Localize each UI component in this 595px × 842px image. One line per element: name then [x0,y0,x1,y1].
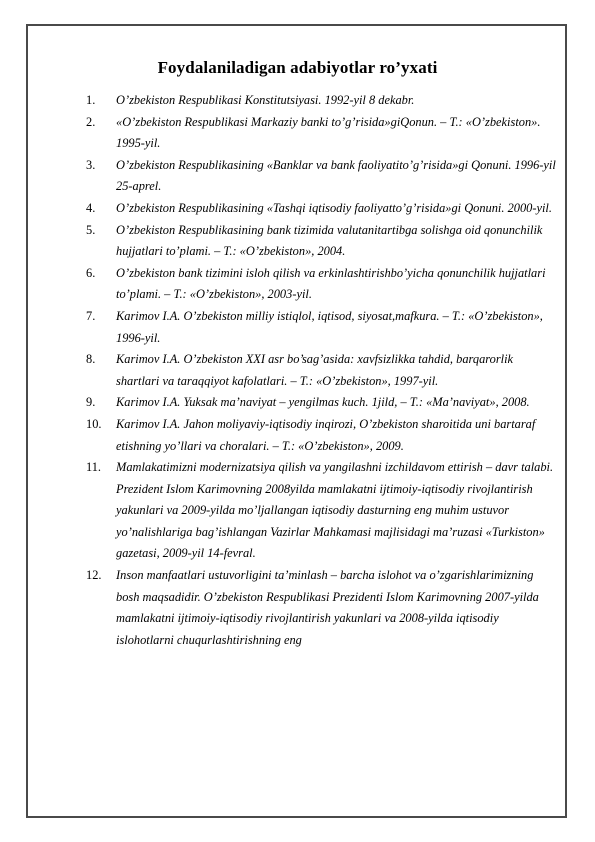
reference-item [86,306,556,349]
reference-item [86,198,556,220]
reference-text: O’zbekiston Respublikasining «Tashqi iqtisodiy faoliyatto’g’risida»gi Qonuni. 2000-yil. [116,200,552,215]
reference-number: 9. [86,395,96,410]
reference-item [86,392,556,414]
reference-number: 2. [86,114,96,129]
page-title: Foydalaniladigan adabiyotlar ro’yxati [157,58,438,77]
reference-number: 6. [86,265,96,280]
reference-number: 11. [86,460,102,475]
reference-text: Karimov I.A. O’zbekiston XXI asr bo’sag’asida: xavfsizlikka tahdid, barqarorlik shartlari va taraqqiyot kafolatlari. – T.: «O’zbekiston», 1997-yil. [116,352,514,388]
reference-text: O’zbekiston Respublikasi Konstitutsiyasi. 1992-yil 8 dekabr. [116,93,415,107]
reference-text: Karimov I.A. Jahon moliyaviy-iqtisodiy inqirozi, O’zbekiston sharoitida uni bartaraf etishning yo’llari va choralari. – T.: «O’zbekiston», 2009. [116,416,536,453]
reference-number: 3. [86,157,96,172]
reference-text: Karimov I.A. Yuksak ma’naviyat – yengilmas kuch. 1jild, – T.: «Ma’naviyat», 2008. [116,395,530,410]
reference-item [86,565,556,651]
reference-item [86,220,556,263]
reference-number: 8. [86,352,96,367]
reference-text: Karimov I.A. O’zbekiston milliy istiqlol, iqtisod, siyosat,mafkura. – T.: «O’zbekiston», 1996-yil. [116,308,543,345]
reference-text: O’zbekiston Respublikasining «Banklar va bank faoliyatito’g’risida»gi Qonuni. 1996-yil 25-aprel. [116,157,556,194]
reference-item [86,112,556,155]
reference-item [86,457,556,565]
reference-item [86,90,556,112]
reference-number: 1. [86,93,96,107]
reference-number: 10. [86,416,102,431]
reference-number: 4. [86,200,96,215]
reference-item [86,414,556,457]
reference-text: Mamlakatimizni modernizatsiya qilish va yangilashni izchildavom ettirish – davr talabi. Prezident Islom Karimovning 2008yilda mamlakatni ijtimoiy-iqtisodiy rivojlantirish yakunlari va 2009-yilda mo’ljallangan iqtisodiy dasturning eng muhim ustuvor yo’nalishlariga bag’ishlangan Vazirlar Mahkamasi majlisidagi ma’ruzasi «Turkiston» gazetasi, 2009-yil 14-fevral. [116,460,554,561]
reference-number: 7. [86,308,96,323]
reference-text: Inson manfaatlari ustuvorligini ta’minlash – barcha islohot va o’zgarishlarimizning bosh maqsadidir. O’zbekiston Respublikasi Prezidenti Islom Karimovning 2007-yilda mamlakatni ijtimoiy-iqtisodiy rivojlantirish yakunlari va 2008-yilda iqtisodiy islohotlarni chuqurlashtirishning eng [116,568,539,647]
reference-item [86,155,556,198]
reference-item [86,349,556,392]
reference-text: O’zbekiston Respublikasining bank tizimida valutanitartibga solishga oid qonunchilik hujjatlari to’plami. – T.: «O’zbekiston», 2004. [116,222,543,259]
reference-item [86,263,556,306]
reference-number: 12. [86,568,102,583]
reference-number: 5. [86,222,96,237]
reference-list [86,90,556,651]
reference-text: O’zbekiston bank tizimini isloh qilish va erkinlashtirishbo’yicha qonunchilik hujjatlari to’plami. – T.: «O’zbekiston», 2003-yil. [116,265,546,302]
reference-text: «O’zbekiston Respublikasi Markaziy banki to’g’risida»giQonun. – T.: «O’zbekiston». 1995-yil. [116,114,541,151]
